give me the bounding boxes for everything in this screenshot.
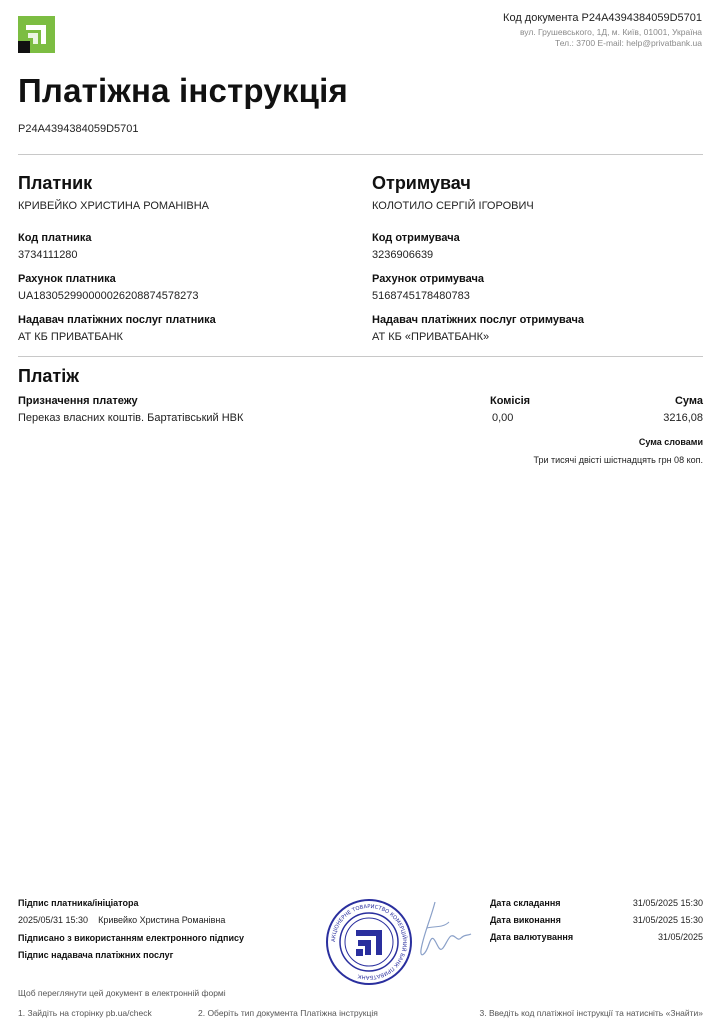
payer-heading: Платник — [18, 173, 93, 193]
payment-heading: Платіж — [18, 366, 79, 386]
divider-middle — [18, 356, 703, 357]
privatbank-logo-icon — [18, 16, 55, 53]
payer-name: КРИВЕЙКО ХРИСТИНА РОМАНІВНА — [18, 200, 210, 212]
executed-date: 31/05/2025 15:30 — [632, 915, 703, 925]
recipient-code: 3236906639 — [372, 249, 434, 261]
header-address — [520, 27, 702, 49]
payment-commission: 0,00 — [492, 412, 514, 424]
provider-signature-label: Підпис надавача платіжних послуг — [18, 950, 174, 960]
payment-purpose: Переказ власних коштів. Бартатівський НВК — [18, 412, 244, 424]
payer-account-label: Рахунок платника — [18, 273, 116, 285]
header-doc-code: Код документа P24A4394384059D5701 — [503, 12, 702, 24]
recipient-heading: Отримувач — [372, 173, 471, 193]
payment-amount-label: Сума — [674, 395, 703, 407]
divider-top — [18, 154, 703, 155]
payment-amount: 3216,08 — [663, 412, 703, 424]
payer-account: UA183052990000026208874578273 — [18, 290, 199, 302]
recipient-provider: АТ КБ «ПРИВАТБАНК» — [372, 331, 490, 343]
payment-purpose-label: Призначення платежу — [18, 395, 138, 407]
amount-words-label: Сума словами — [638, 437, 703, 447]
payer-signature-date: 2025/05/31 15:30 — [18, 915, 89, 925]
handwritten-signature-icon — [405, 898, 475, 966]
header-address-line2: Тел.: 3700 E-mail: help@privatbank.ua — [554, 38, 702, 48]
payment-commission-label: Комісія — [490, 395, 531, 407]
payer-signature-name: Кривейко Христина Романівна — [98, 915, 226, 925]
e-signature-note: Підписано з використанням електронного підпису — [18, 933, 245, 943]
footer-note: Щоб переглянути цей документ в електронній формі — [18, 988, 226, 998]
amount-words: Три тисячі двісті шістнадцять грн 08 коп. — [533, 455, 703, 465]
recipient-name: КОЛОТИЛО СЕРГІЙ ІГОРОВИЧ — [372, 200, 534, 212]
created-date-label: Дата складання — [490, 898, 561, 908]
page-title: Платіжна інструкція — [18, 72, 348, 109]
payer-signature-label: Підпис платника/ініціатора — [18, 898, 139, 908]
footer-step-1: 1. Зайдіть на сторінку pb.ua/check — [18, 1008, 152, 1018]
header-address-line1: вул. Грушевського, 1Д, м. Київ, 01001, Україна — [519, 27, 702, 37]
recipient-account-label: Рахунок отримувача — [372, 273, 484, 285]
payer-signature-line — [18, 915, 225, 925]
footer-step-3: 3. Введіть код платіжної інструкції та натисніть «Знайти» — [479, 1008, 703, 1018]
payer-code-label: Код платника — [18, 232, 92, 244]
document-id: P24A4394384059D5701 — [18, 123, 139, 135]
recipient-provider-label: Надавач платіжних послуг отримувача — [372, 314, 584, 326]
footer-step-2: 2. Оберіть тип документа Платіжна інструкція — [198, 1008, 378, 1018]
stamp-text: АКЦІОНЕРНЕ ТОВАРИСТВО КОМЕРЦІЙНИЙ БАНК ПРИВАТБАНК — [330, 903, 408, 981]
payer-provider-label: Надавач платіжних послуг платника — [18, 314, 216, 326]
value-date: 31/05/2025 — [657, 932, 703, 942]
payer-code: 3734111280 — [18, 249, 78, 261]
executed-date-label: Дата виконання — [490, 915, 561, 925]
bank-stamp-icon — [325, 898, 413, 986]
payer-provider: АТ КБ ПРИВАТБАНК — [18, 331, 123, 343]
value-date-label: Дата валютування — [490, 932, 574, 942]
recipient-account: 5168745178480783 — [372, 290, 470, 302]
recipient-code-label: Код отримувача — [372, 232, 460, 244]
created-date: 31/05/2025 15:30 — [632, 898, 703, 908]
